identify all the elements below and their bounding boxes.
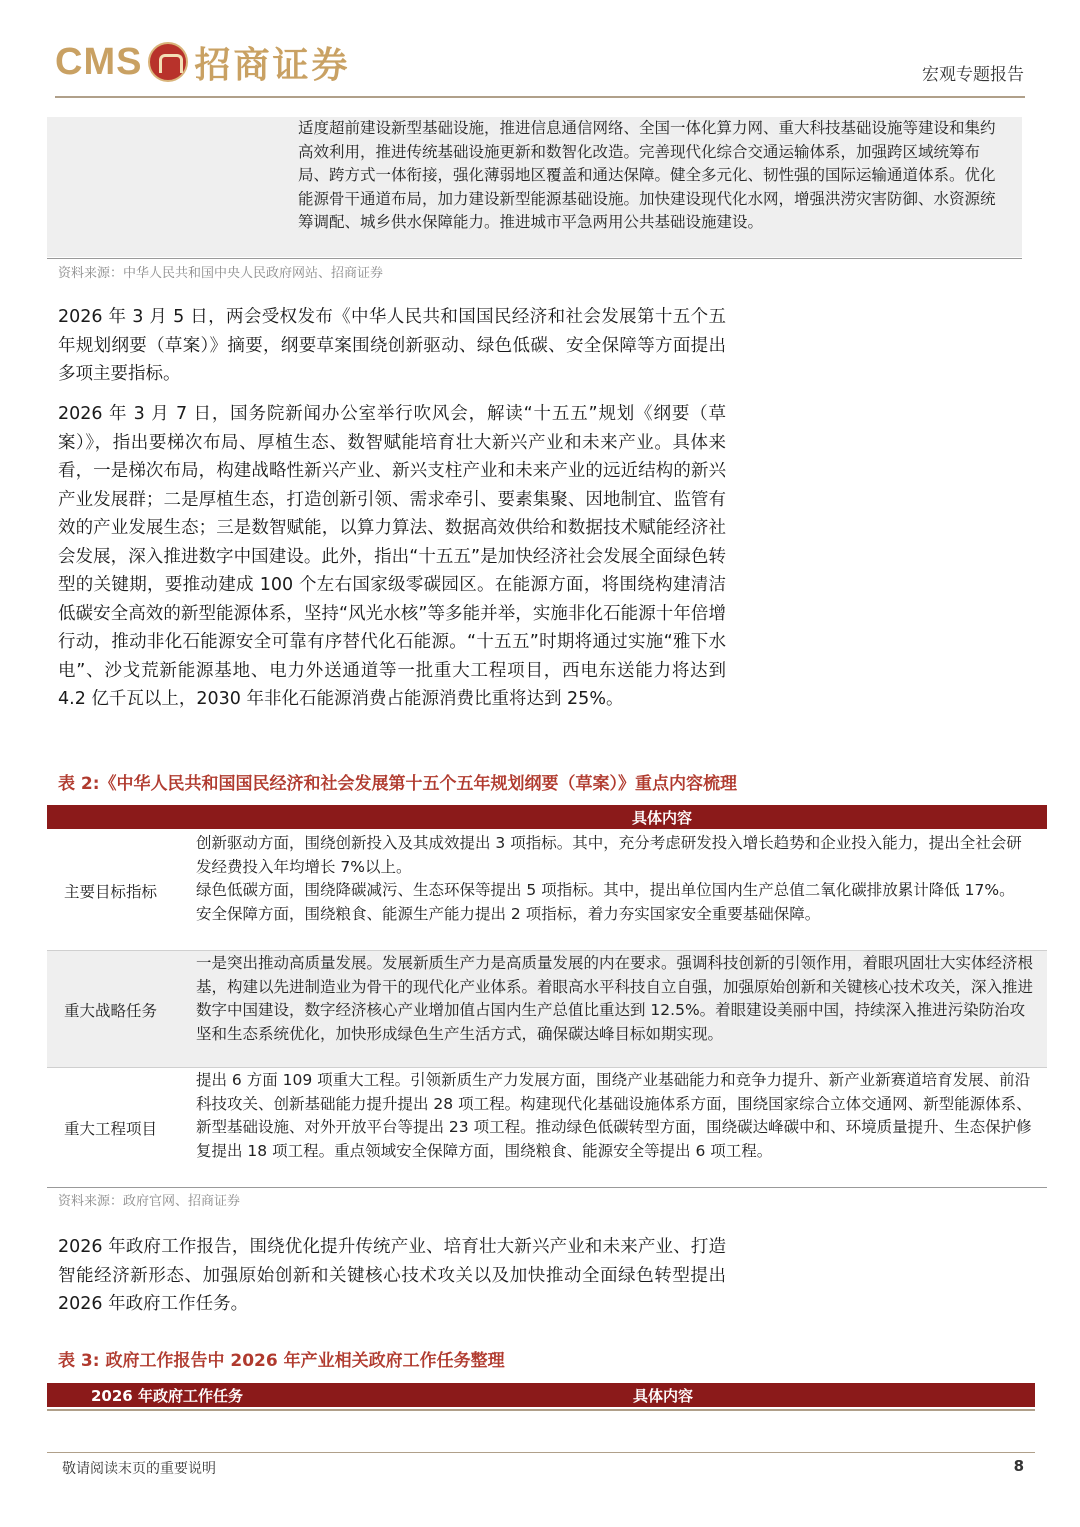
table2-bottom-border (47, 1187, 1047, 1188)
table2-cell-line: 安全保障方面，围绕粮食、能源生产能力提出 2 项指标，着力夯实国家安全重要基础保障。 (196, 904, 821, 923)
page-number: 8 (1013, 1457, 1024, 1475)
cms-logo (55, 40, 350, 84)
paragraph-3: 2026 年政府工作报告，围绕优化提升传统产业、培育壮大新兴产业和未来产业、打造智能经济新形态、加强原始创新和关键核心技术攻关以及加快推动全面绿色转型提出 2026 年政府工作任务。 (58, 1237, 726, 1314)
table2-source: 资料来源：政府官网、招商证券 (58, 1194, 241, 1209)
table2-row-cell (196, 1069, 1036, 1163)
table2-cell-line: 绿色低碳方面，围绕降碳减污、生态环保等提出 5 项指标。其中，提出单位国内生产总值二氧化碳排放累计降低 17%。 (196, 881, 1015, 899)
infra-source: 资料来源：中华人民共和国中央人民政府网站、招商证券 (58, 266, 384, 281)
logo-cms-text: CMS (55, 40, 143, 83)
table2-header-label: 具体内容 (631, 809, 692, 827)
table3-title: 表 3: 政府工作报告中 2026 年产业相关政府工作任务整理 (58, 1351, 505, 1371)
table2-row-cell (196, 952, 1036, 1046)
table2-cell-line: 创新驱动方面，围绕创新投入及其成效提出 3 项指标。其中，充分考虑研发投入增长趋势和企业投入能力，提出全社会研发经费投入年均增长 7%以上。 (196, 834, 1022, 876)
table2-cell-line: 提出 6 方面 109 项重大工程。引领新质生产力发展方面，围绕产业基础能力和竞争力提升、新产业新赛道培育发展、前沿科技攻关、创新基础能力提升提出 28 项工程。构建现代化基础设施体系方面，围绕国家综合立体交通网、新型能源体系、新型基础设施、对外开放平台等提出 23 项工程。推动绿色低碳转型方面，围绕碳达峰碳中和、环境质量提升、生态保护修复提出 18 项工程。重点领域安全保障方面，围绕粮食、能源安全等提出 6 项工程。 (196, 1071, 1032, 1160)
infra-box-text: 适度超前建设新型基础设施，推进信息通信网络、全国一体化算力网、重大科技基础设施等建设和集约高效利用，推进传统基础设施更新和数智化改造。完善现代化综合交通运输体系，加强跨区域统筹布局、跨方式一体衔接，强化薄弱地区覆盖和通达保障。健全多元化、韧性强的国际运输通道体系。优化能源骨干通道布局，加力建设新型能源基础设施。加快建设现代化水网，增强洪涝灾害防御、水资源统筹调配、城乡供水保障能力。推进城市平急两用公共基础设施建设。 (298, 119, 996, 231)
table2-row-label: 重大战略任务 (64, 1002, 158, 1020)
table2-row-divider (47, 950, 1047, 951)
table3-col-content: 具体内容 (633, 1387, 694, 1405)
table3-divider (47, 1409, 1035, 1411)
page-header (0, 0, 1080, 100)
table2-row-divider (47, 1067, 1047, 1068)
infra-box-divider (47, 258, 1022, 259)
table2-row-label: 主要目标指标 (64, 883, 158, 901)
table3-header (47, 1383, 1035, 1407)
footer-divider (47, 1452, 1035, 1453)
footer-note: 敬请阅读末页的重要说明 (62, 1461, 216, 1477)
table2-title: 表 2:《中华人民共和国国民经济和社会发展第十五个五年规划纲要（草案）》重点内容梳理 (58, 774, 738, 794)
table2-row-label: 重大工程项目 (64, 1120, 158, 1138)
table3-col-task: 2026 年政府工作任务 (91, 1387, 243, 1405)
paragraph-2: 2026 年 3 月 7 日，国务院新闻办公室举行吹风会，解读“十五五”规划《纲要（草案）》，指出要梯次布局、厚植生态、数智赋能培育壮大新兴产业和未来产业。具体来看，一是梯次布局，构建战略性新兴产业、新兴支柱产业和未来产业的远近结构的新兴产业发展群；二是厚植生态，打造创新引领、需求牵引、要素集聚、因地制宜、监管有效的产业发展生态；三是数智赋能，以算力算法、数据高效供给和数据技术赋能经济社会发展，深入推进数字中国建设。此外，指出“十五五”是加快经济社会发展全面绿色转型的关键期，要推动建成 100 个左右国家级零碳园区。在能源方面，将围绕构建清洁低碳安全高效的新型能源体系，坚持“风光水核”等多能并举，实施非化石能源十年倍增行动，推动非化石能源安全可靠有序替代化石能源。“十五五”时期将通过实施“雅下水电”、沙戈荒新能源基地、电力外送通道等一批重大工程项目，西电东送能力将达到 4.2 亿千瓦以上，2030 年非化石能源消费占能源消费比重将达到 25%。 (58, 404, 726, 709)
table2-header (47, 805, 1047, 829)
logo-emblem-icon (148, 42, 188, 82)
report-type: 宏观专题报告 (922, 65, 1024, 85)
paragraph-1: 2026 年 3 月 5 日，两会受权发布《中华人民共和国国民经济和社会发展第十五个五年规划纲要（草案）》摘要，纲要草案围绕创新驱动、绿色低碳、安全保障等方面提出多项主要指标。 (58, 307, 726, 384)
table2-row-cell (196, 832, 1036, 926)
table2-cell-line: 一是突出推动高质量发展。发展新质生产力是高质量发展的内在要求。强调科技创新的引领作用，着眼巩固壮大实体经济根基，构建以先进制造业为骨干的现代化产业体系。着眼高水平科技自立自强，加强原始创新和关键核心技术攻关，深入推进数字中国建设，数字经济核心产业增加值占国内生产总值比重达到 12.5%。着眼建设美丽中国，持续深入推进污染防治攻坚和生态系统优化，加快形成绿色生产生活方式，确保碳达峰目标如期实现。 (196, 954, 1034, 1043)
header-divider (55, 96, 1025, 98)
logo-cn-text: 招商证券 (194, 43, 351, 86)
